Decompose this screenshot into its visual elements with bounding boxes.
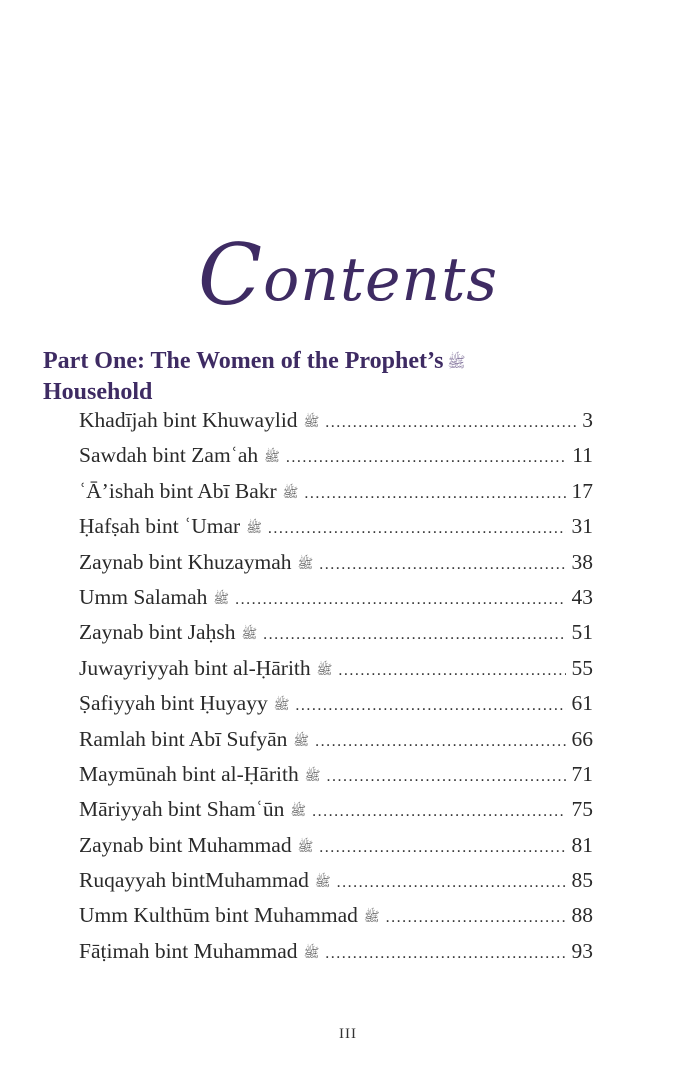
toc-entry-title: Fāṭimah bint Muhammad [79, 938, 298, 963]
toc-entry[interactable] [79, 833, 593, 868]
toc-entry-page: 31 [571, 514, 593, 539]
honorific-icon: ﷺ [447, 353, 466, 372]
toc-entry-page: 93 [571, 938, 593, 963]
toc-entry-title: Umm Salamah [79, 584, 208, 609]
toc-entry-page: 38 [571, 549, 593, 574]
page-title-rest: ontents [263, 245, 499, 315]
dot-leader [319, 556, 565, 574]
toc-entry[interactable] [79, 514, 593, 549]
table-of-contents [79, 408, 593, 974]
honorific-icon: ﷺ [282, 485, 299, 501]
dot-leader [386, 909, 566, 927]
honorific-icon: ﷺ [316, 662, 333, 678]
toc-entry-page: 71 [571, 761, 593, 786]
toc-entry[interactable] [79, 443, 593, 478]
toc-entry[interactable] [79, 550, 593, 585]
toc-entry[interactable] [79, 868, 593, 903]
toc-entry[interactable] [79, 408, 593, 443]
honorific-icon: ﷺ [213, 591, 230, 607]
honorific-icon: ﷺ [290, 804, 307, 820]
toc-entry-page: 75 [571, 797, 593, 822]
toc-entry-page: 17 [571, 478, 593, 503]
toc-entry-title: ʿĀ’ishah bint Abī Bakr [79, 478, 277, 503]
toc-entry[interactable] [79, 903, 593, 938]
toc-entry-page: 3 [582, 408, 593, 432]
dot-leader [304, 485, 565, 503]
dot-leader [325, 945, 565, 963]
page-number: III [339, 1026, 357, 1042]
part-title-line2: Household [43, 379, 153, 406]
toc-entry-title: Sawdah bint Zamʿah [79, 443, 259, 468]
page-title [0, 222, 696, 324]
dot-leader [319, 839, 565, 857]
honorific-icon: ﷺ [297, 556, 314, 572]
honorific-icon: ﷺ [264, 450, 280, 466]
honorific-icon: ﷺ [363, 910, 380, 926]
toc-entry-page: 81 [571, 832, 593, 857]
toc-entry-page: 51 [571, 620, 593, 645]
part-title: Part One: The Women of the Prophet’s [43, 348, 444, 374]
toc-entry[interactable] [79, 620, 593, 655]
dot-leader [263, 626, 565, 644]
toc-entry[interactable] [79, 585, 593, 620]
dot-leader [315, 733, 565, 751]
toc-entry[interactable] [79, 939, 593, 974]
toc-entry-title: Juwayriyyah bint al-Ḥārith [79, 655, 311, 680]
dot-leader [286, 449, 566, 467]
toc-entry[interactable] [79, 479, 593, 514]
toc-entry-title: Māriyyah bint Shamʿūn [79, 797, 285, 822]
dot-leader [268, 520, 566, 538]
toc-entry-page: 88 [571, 903, 593, 928]
toc-entry-title: Ramlah bint Abī Sufyān [79, 726, 288, 751]
toc-entry[interactable] [79, 762, 593, 797]
honorific-icon: ﷺ [293, 733, 310, 749]
toc-entry[interactable] [79, 691, 593, 726]
dot-leader [337, 874, 566, 892]
toc-entry-page: 11 [572, 443, 593, 468]
toc-entry[interactable] [79, 656, 593, 691]
dot-leader [295, 697, 565, 715]
page-title-initial: C [197, 226, 264, 324]
honorific-icon: ﷺ [297, 839, 314, 855]
toc-entry-title: Zaynab bint Jaḥsh [79, 620, 236, 645]
toc-entry-title: Umm Kulthūm bint Muhammad [79, 903, 358, 928]
toc-entry-page: 66 [571, 726, 593, 751]
toc-entry-title: Ḥafṣah bint ʿUmar [79, 514, 241, 539]
toc-entry-title: Maymūnah bint al-Ḥārith [79, 761, 299, 786]
honorific-icon: ﷺ [303, 945, 320, 961]
dot-leader [326, 768, 565, 786]
toc-entry-title: Ruqayyah bintMuhammad [79, 868, 309, 893]
dot-leader [312, 803, 565, 821]
toc-entry-title: Khadījah bint Khuwaylid [79, 408, 298, 432]
toc-entry-title: Zaynab bint Muhammad [79, 832, 292, 857]
honorific-icon: ﷺ [304, 768, 321, 784]
dot-leader [338, 662, 565, 680]
honorific-icon: ﷺ [246, 521, 262, 537]
toc-entry-title: Zaynab bint Khuzaymah [79, 549, 292, 574]
honorific-icon: ﷺ [303, 415, 320, 430]
toc-entry-page: 61 [571, 691, 593, 716]
dot-leader [325, 414, 576, 432]
honorific-icon: ﷺ [241, 627, 258, 643]
part-heading [43, 346, 603, 407]
dot-leader [235, 591, 565, 609]
honorific-icon: ﷺ [314, 875, 331, 891]
honorific-icon: ﷺ [273, 698, 290, 714]
toc-entry-page: 43 [571, 584, 593, 609]
toc-entry[interactable] [79, 727, 593, 762]
toc-entry-page: 85 [571, 868, 593, 893]
toc-entry-title: Ṣafiyyah bint Ḥuyayy [79, 691, 268, 716]
toc-entry-page: 55 [571, 655, 593, 680]
toc-entry[interactable] [79, 797, 593, 832]
